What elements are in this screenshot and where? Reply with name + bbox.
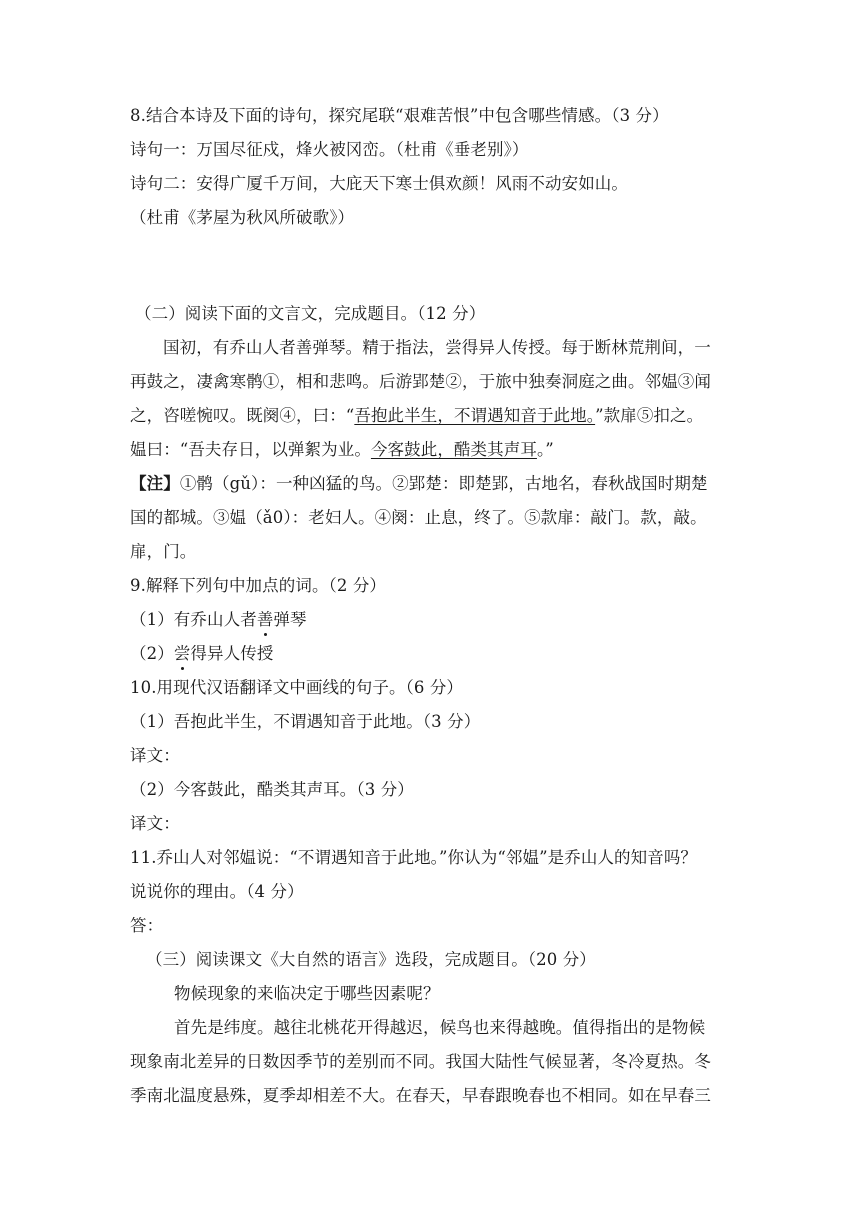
question-9-prompt: 9.解释下列句中加点的词。（2 分）	[130, 576, 387, 595]
question-9-item-2	[130, 643, 273, 665]
verse-1: 诗句一：万国尽征戍，烽火被冈峦。（杜甫《垂老别》）	[130, 140, 529, 159]
underlined-sentence-2: 今客鼓此，酷类其声耳	[370, 440, 537, 459]
question-11-prompt-line-2: 说说你的理由。（4 分）	[130, 882, 304, 901]
underlined-sentence-1: 吾抱此半生，不谓遇知音于此地。	[354, 406, 596, 425]
question-10-prompt: 10.用现代汉语翻译文中画线的句子。（6 分）	[130, 678, 464, 697]
section-3-heading: （三）阅读课文《大自然的语言》选段，完成题目。（20 分）	[146, 950, 596, 969]
dotted-word-2: 尝	[173, 644, 191, 663]
essay-line-0: 物候现象的来临决定于哪些因素呢？	[174, 984, 440, 1003]
notes-label: 【注】	[130, 474, 180, 493]
dotted-word-1: 善	[256, 610, 274, 629]
item-text: 弹琴	[273, 610, 307, 629]
question-8-prompt: 8.结合本诗及下面的诗句，探究尾联“艰难苦恨”中包含哪些情感。（3 分）	[130, 106, 669, 125]
item-text: 得异人传授	[190, 644, 274, 663]
notes-text: ①鹘（gǔ）：一种凶猛的鸟。②郢楚：即楚郢，古地名，春秋战国时期楚	[179, 474, 708, 493]
question-10-item-1: （1）吾抱此半生，不谓遇知音于此地。（3 分）	[130, 712, 481, 731]
passage-text: 。”	[536, 440, 554, 459]
verse-2-source: （杜甫《茅屋为秋风所破歌》）	[130, 208, 355, 227]
essay-line-3: 季南北温度悬殊，夏季却相差不大。在春天，早春跟晚春也不相同。如在早春三	[130, 1086, 711, 1105]
passage-line-3	[130, 405, 703, 427]
translation-label-2: 译文：	[130, 814, 180, 833]
translation-label-1: 译文：	[130, 746, 180, 765]
question-11-prompt-line-1: 11.乔山人对邻媪说：“不谓遇知音于此地。”你认为“邻媪”是乔山人的知音吗？	[130, 848, 698, 867]
passage-line-1: 国初，有乔山人者善弹琴。精于指法，尝得异人传授。每于断林荒荆间，一	[163, 338, 711, 357]
item-text: （2）	[130, 644, 174, 663]
question-9-item-1	[130, 609, 307, 631]
passage-line-2: 再鼓之，凄禽寒鹘①，相和悲鸣。后游郢楚②，于旅中独奏洞庭之曲。邻媪③闻	[130, 372, 711, 391]
passage-line-4	[130, 439, 554, 461]
essay-line-2: 现象南北差异的日数因季节的差别而不同。我国大陆性气候显著，冬冷夏热。冬	[130, 1052, 711, 1071]
essay-line-1: 首先是纬度。越往北桃花开得越迟，候鸟也来得越晚。值得指出的是物候	[174, 1018, 706, 1037]
notes-line-1	[130, 473, 708, 495]
passage-text: 之，咨嗟惋叹。既阕④，曰：“	[130, 406, 355, 425]
verse-2: 诗句二：安得广厦千万间，大庇天下寒士俱欢颜！风雨不动安如山。	[130, 174, 628, 193]
item-text: （1）有乔山人者	[130, 610, 257, 629]
answer-label: 答：	[130, 916, 164, 935]
notes-line-3: 扉，门。	[130, 542, 197, 561]
notes-line-2: 国的都城。③媪（ǎ0）：老妇人。④阕：止息，终了。⑤款扉：敲门。款，敲。	[130, 508, 707, 527]
passage-text: 媪曰：“吾夫存日，以弹絮为业。	[130, 440, 371, 459]
passage-text: ”款扉⑤扣之。	[595, 406, 704, 425]
question-10-item-2: （2）今客鼓此，酷类其声耳。（3 分）	[130, 780, 414, 799]
section-2-heading: （二）阅读下面的文言文，完成题目。（12 分）	[135, 304, 486, 323]
